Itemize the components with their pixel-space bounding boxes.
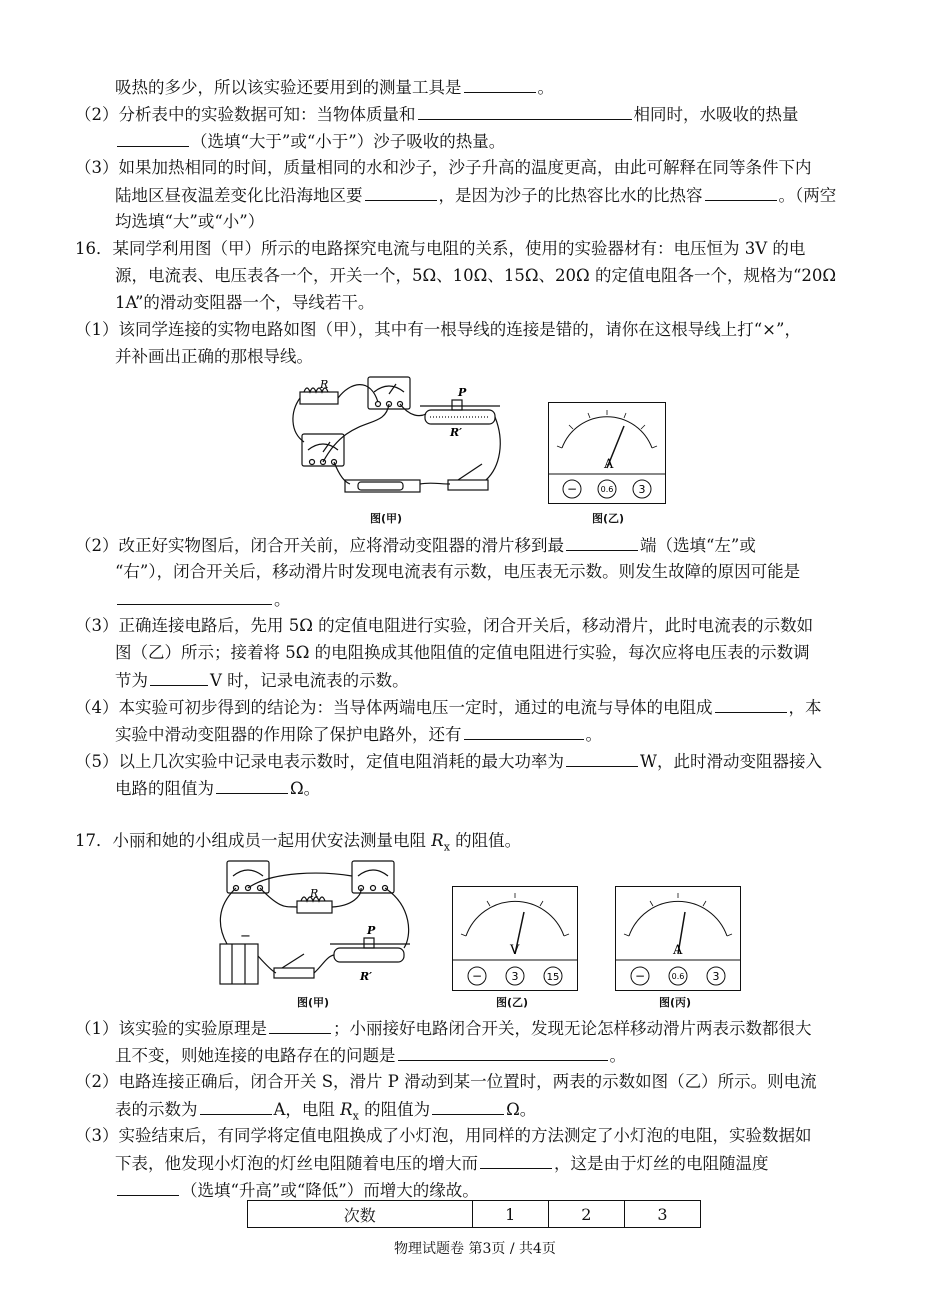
q16-part2-answer: 。	[115, 588, 291, 611]
rheostat-label: R′	[450, 426, 463, 439]
answer-blank[interactable]	[566, 534, 638, 551]
wire	[248, 873, 352, 888]
answer-blank[interactable]	[117, 588, 272, 605]
q16-intro-2: 源，电流表、电压表各一个，开关一个，5Ω、10Ω、15Ω、20Ω 的定值电阻各一个，规格为“20Ω	[115, 266, 837, 285]
fixed-resistor	[300, 392, 338, 404]
meter-unit-label: A	[673, 943, 683, 958]
page-footer: 物理试题卷 第3页 / 共4页	[394, 1241, 556, 1257]
rheostat-slider	[452, 400, 462, 410]
q17-fig-jia-caption: 图(甲)	[297, 996, 330, 1009]
answer-blank[interactable]	[398, 1044, 608, 1061]
q16-fig-jia-caption: 图(甲)	[370, 512, 403, 525]
q16-ammeter-reading	[548, 402, 666, 504]
terminal-negative-label: −	[471, 969, 483, 983]
q17-fig-bing-caption: 图(丙)	[659, 996, 692, 1009]
switch-base	[448, 480, 488, 490]
q15-line-a: 吸热的多少，所以该实验还要用到的测量工具是 。	[115, 78, 554, 97]
resistor-label: R	[320, 378, 329, 391]
resistor-label: R	[310, 887, 319, 900]
wire	[314, 955, 334, 973]
wire	[385, 888, 409, 948]
q16-part1: （1）该同学连接的实物电路如图（甲），其中有一根导线的连接是错的，请你在这根导线上打“×”，	[75, 320, 801, 339]
wire	[338, 385, 378, 402]
q15-part3-note: 均选填“大”或“小”）	[115, 212, 265, 231]
answer-blank[interactable]	[200, 1098, 272, 1115]
table-header-cell: 3	[624, 1201, 700, 1228]
answer-blank[interactable]	[480, 1152, 552, 1169]
voltmeter-scale	[374, 386, 404, 392]
battery-pack	[220, 944, 258, 984]
switch-lever	[458, 464, 482, 480]
q17-ammeter-reading	[615, 886, 741, 991]
q16-part5: （5）以上几次实验中记录电表示数时，定值电阻消耗的最大功率为 W，此时滑动变阻器接入	[75, 752, 822, 771]
terminal-3-label: 3	[638, 483, 646, 496]
table-row	[248, 1201, 701, 1228]
wire	[334, 462, 350, 484]
q16-part1-cont: 并补画出正确的那根导线。	[115, 347, 313, 366]
terminal-negative-label: −	[634, 969, 646, 983]
wire	[258, 956, 276, 973]
rheostat-slider	[364, 938, 374, 948]
q15-part3-cont: 陆地区昼夜温差变化比沿海地区要 ，是因为沙子的比热容比水的比热容 。（两空	[115, 186, 837, 205]
meter-unit-label: V	[510, 943, 520, 958]
voltmeter-terminal	[376, 402, 381, 407]
wire	[260, 888, 297, 907]
fixed-resistor	[297, 901, 332, 913]
answer-blank[interactable]	[432, 1098, 504, 1115]
q16-part4-cont: 实验中滑动变阻器的作用除了保护电路外，还有 。	[115, 725, 602, 744]
battery-minus-label: −	[240, 929, 251, 944]
ammeter-terminal	[310, 460, 315, 465]
q16-part5-cont: 电路的阻值为 Ω。	[115, 779, 321, 798]
q15-part3: （3）如果加热相同的时间，质量相同的水和沙子，沙子升高的温度更高，由此可解释在同等条件下内	[75, 158, 812, 177]
q16-part3-answer: 节为 V 时，记录电流表的示数。	[115, 671, 409, 690]
q16-part4: （4）本实验可初步得到的结论为：当导体两端电压一定时，通过的电流与导体的电阻成 ，本	[75, 698, 822, 717]
q16-intro: 16．某同学利用图（甲）所示的电路探究电流与电阻的关系，使用的实验器材有：电压恒为 3V 的电	[75, 239, 806, 258]
q16-intro-3: 1A”的滑动变阻器一个，导线若干。	[115, 293, 375, 312]
terminal-3-label: 3	[712, 970, 720, 983]
rheostat-label: R′	[360, 970, 373, 983]
resistance-subscript: x	[352, 1109, 359, 1123]
slider-label: P	[458, 386, 467, 399]
table-header-cell: 次数	[248, 1201, 473, 1228]
wire	[486, 417, 500, 480]
wire	[420, 483, 450, 484]
slider-label: P	[367, 924, 376, 937]
answer-blank[interactable]	[566, 750, 638, 767]
terminal-0.6-label: 0.6	[671, 972, 685, 981]
q15-part2: （2）分析表中的实验数据可知：当物体质量和 相同时，水吸收的热量	[75, 105, 799, 124]
terminal-3-label: 3	[511, 970, 519, 983]
table-header-cell: 2	[548, 1201, 624, 1228]
q17-part3: （3）实验结束后，有同学将定值电阻换成了小灯泡，用同样的方法测定了小灯泡的电阻，实验数据如	[75, 1126, 812, 1145]
resistance-subscript: x	[443, 840, 450, 854]
answer-blank[interactable]	[705, 184, 777, 201]
rheostat-body	[334, 948, 404, 962]
wire	[220, 888, 236, 944]
meter-unit-label: A	[604, 457, 614, 472]
q17-intro: 17．小丽和她的小组成员一起用伏安法测量电阻 $R_x$ 的阻值。	[75, 831, 522, 854]
q16-part2: （2）改正好实物图后，闭合开关前，应将滑动变阻器的滑片移到最 端（选填“左”或	[75, 536, 756, 555]
terminal-15-label: 15	[546, 972, 560, 983]
answer-blank[interactable]	[464, 723, 584, 740]
answer-blank[interactable]	[715, 696, 787, 713]
switch-base	[274, 968, 314, 978]
resistance-symbol: R	[431, 831, 444, 850]
wire	[332, 888, 361, 907]
wire	[323, 404, 389, 462]
resistance-symbol: R	[340, 1100, 353, 1119]
q17-part3-answer: （选填“升高”或“降低”）而增大的缘故。	[115, 1179, 479, 1202]
q16-part3: （3）正确连接电路后，先用 5Ω 的定值电阻进行实验，闭合开关后，移动滑片，此时电流表的示数如	[75, 616, 814, 635]
answer-blank[interactable]	[269, 1017, 331, 1034]
table-header-cell: 1	[472, 1201, 548, 1228]
q16-part2-cont: “右”），闭合开关后，移动滑片时发现电流表有示数，电压表无示数。则发生故障的原因可能是	[115, 562, 801, 581]
answer-blank[interactable]	[150, 669, 208, 686]
answer-blank[interactable]	[117, 130, 189, 147]
q17-part1: （1）该实验的实验原理是 ；小丽接好电路闭合开关，发现无论怎样移动滑片两表示数都很大	[75, 1019, 812, 1038]
answer-blank[interactable]	[117, 1179, 179, 1196]
answer-blank[interactable]	[464, 76, 536, 93]
terminal-negative-label: −	[566, 482, 578, 496]
answer-blank[interactable]	[418, 103, 632, 120]
q16-part3-cont: 图（乙）所示；接着将 5Ω 的电阻换成其他阻值的定值电阻进行实验，每次应将电压表的示数调	[115, 643, 810, 662]
battery-cell	[358, 482, 403, 490]
q17-circuit-diagram	[212, 856, 417, 988]
q17-part2-cont: 表的示数为 A，电阻 $R_x$ 的阻值为 Ω。	[115, 1100, 537, 1123]
q17-voltmeter-reading	[452, 886, 578, 991]
q17-fig-yi-caption: 图(乙)	[496, 996, 529, 1009]
q17-part2: （2）电路连接正确后，闭合开关 S，滑片 P 滑动到某一位置时，两表的示数如图（乙）所示。则电流	[75, 1072, 817, 1091]
q17-part3-cont: 下表，他发现小灯泡的灯丝电阻随着电压的增大而 ，这是由于灯丝的电阻随温度	[115, 1154, 769, 1173]
q17-part1-cont: 且不变，则她连接的电路存在的问题是 。	[115, 1046, 626, 1065]
answer-blank[interactable]	[365, 184, 437, 201]
q16-circuit-diagram	[290, 372, 515, 502]
q16-fig-yi-caption: 图(乙)	[592, 512, 625, 525]
answer-blank[interactable]	[216, 777, 288, 794]
terminal-0.6-label: 0.6	[600, 485, 614, 494]
q15-part2-cont: （选填“大于”或“小于”）沙子吸收的热量。	[115, 130, 505, 153]
lamp-data-table	[247, 1200, 701, 1228]
